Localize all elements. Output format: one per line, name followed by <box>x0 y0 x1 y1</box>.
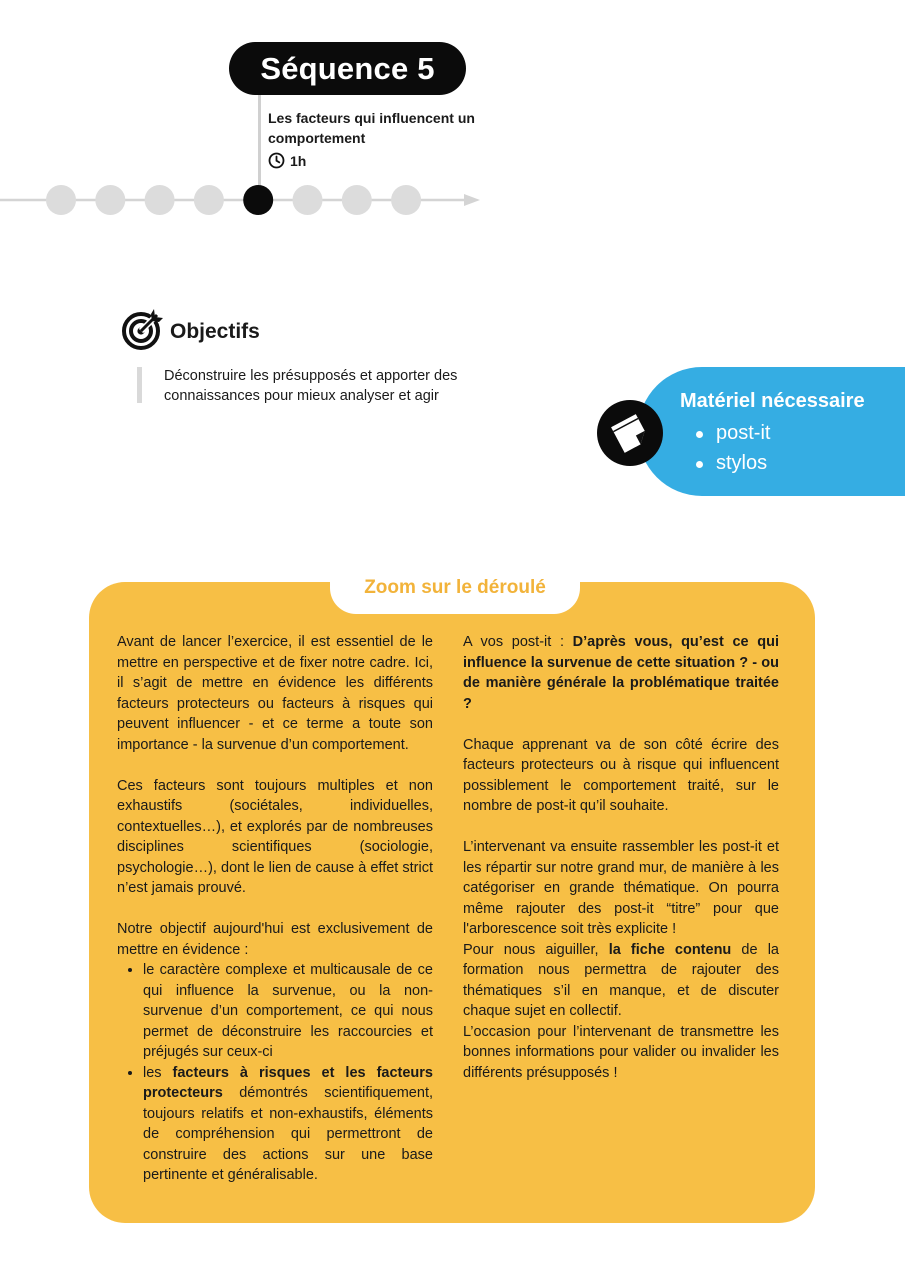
objectifs-quote-bar <box>137 367 142 403</box>
post-it-icon <box>597 400 663 466</box>
zoom-paragraph: Ces facteurs sont toujours multiples et non exhaustifs (sociétales, individuelles, contextuelles…), et explorés par de nombreuses disciplines scientifiques (sociologie, psychologie…), dont le lien de cause à effet strict n’est jamais prouvé. <box>117 777 433 896</box>
zoom-paragraph: L’intervenant va ensuite rassembler les post-it et les répartir sur notre grand mur, de manière à les catégoriser en grande thématique. On pourra même rajouter des post-it “titre” pour que l'arborescence soit très explicite ! <box>463 839 779 937</box>
zoom-title: Zoom sur le déroulé <box>330 562 580 614</box>
clock-icon <box>268 152 285 169</box>
zoom-paragraph: A vos post-it : D’après vous, qu’est ce qui influence la survenue de cette situation ? - ou de manière générale la problématique traitée ? <box>463 634 779 712</box>
sequence-duration <box>268 152 306 169</box>
materiel-item: stylos <box>690 448 770 478</box>
zoom-bullet-list <box>117 960 433 1186</box>
timeline-step <box>293 185 323 215</box>
timeline-step <box>342 185 372 215</box>
zoom-paragraph: Avant de lancer l’exercice, il est essentiel de le mettre en perspective et de fixer notre cadre. Ici, il s’agit de mettre en évidence les différents facteurs protecteurs ou facteurs à risques qui peuvent influencer - et ce terme a toute son importance - la survenue d’un comportement. <box>117 634 433 753</box>
list-item: • le caractère complexe et multicausale de ce qui influence la survenue, ou la non-survenue d’un comportement, ce qui nous permet de déconstruire les raccourcies et préjugés sur ceux-ci <box>143 960 433 1063</box>
zoom-paragraph: Pour nous aiguiller, la fiche contenu de la formation nous permettra de rajouter des thématiques s’il en manque, et de discuter chaque sujet en collectif. <box>463 941 779 1019</box>
duration-label: 1h <box>290 152 307 169</box>
materiel-title: Matériel nécessaire <box>680 390 865 412</box>
zoom-paragraph: L’occasion pour l’intervenant de transmettre les bonnes informations pour valider ou invalider les différents présupposés ! <box>463 1023 779 1081</box>
objectifs-title: Objectifs <box>170 320 260 343</box>
post-it-icon-glyph <box>608 411 652 455</box>
materiel-list <box>690 418 770 478</box>
zoom-paragraph: Chaque apprenant va de son côté écrire des facteurs protecteurs ou à risque qui influencent possiblement le comportement traité, sur le nombre de post-it qu’il souhaite. <box>463 736 779 814</box>
timeline-step <box>194 185 224 215</box>
zoom-right-column <box>463 632 779 1083</box>
timeline-arrow-icon <box>464 194 480 206</box>
objectifs-text: Déconstruire les présupposés et apporter des connaissances pour mieux analyser et agir <box>164 368 458 404</box>
timeline-step <box>145 185 175 215</box>
sequence-subtitle: Les facteurs qui influencent un comportement <box>268 110 475 146</box>
sequence-title: Séquence 5 <box>229 42 466 95</box>
sequence-timeline <box>0 180 490 220</box>
zoom-paragraph: Notre objectif aujourd'hui est exclusivement de mettre en évidence : <box>117 921 433 958</box>
materiel-item: post-it <box>690 418 770 448</box>
zoom-left-column <box>117 632 433 1186</box>
target-arrow-icon <box>120 306 166 352</box>
sequence-connector <box>258 95 261 190</box>
materiel-card <box>638 367 905 496</box>
timeline-step <box>46 185 76 215</box>
timeline-step <box>391 185 421 215</box>
timeline-step-current <box>243 185 273 215</box>
list-item: • les facteurs à risques et les facteurs protecteurs démontrés scientifiquement, toujours relatifs et non-exhaustifs, éléments de compréhension qui permettront de construire des actions sur une base pertinente et généralisable. <box>143 1063 433 1186</box>
timeline-step <box>95 185 125 215</box>
